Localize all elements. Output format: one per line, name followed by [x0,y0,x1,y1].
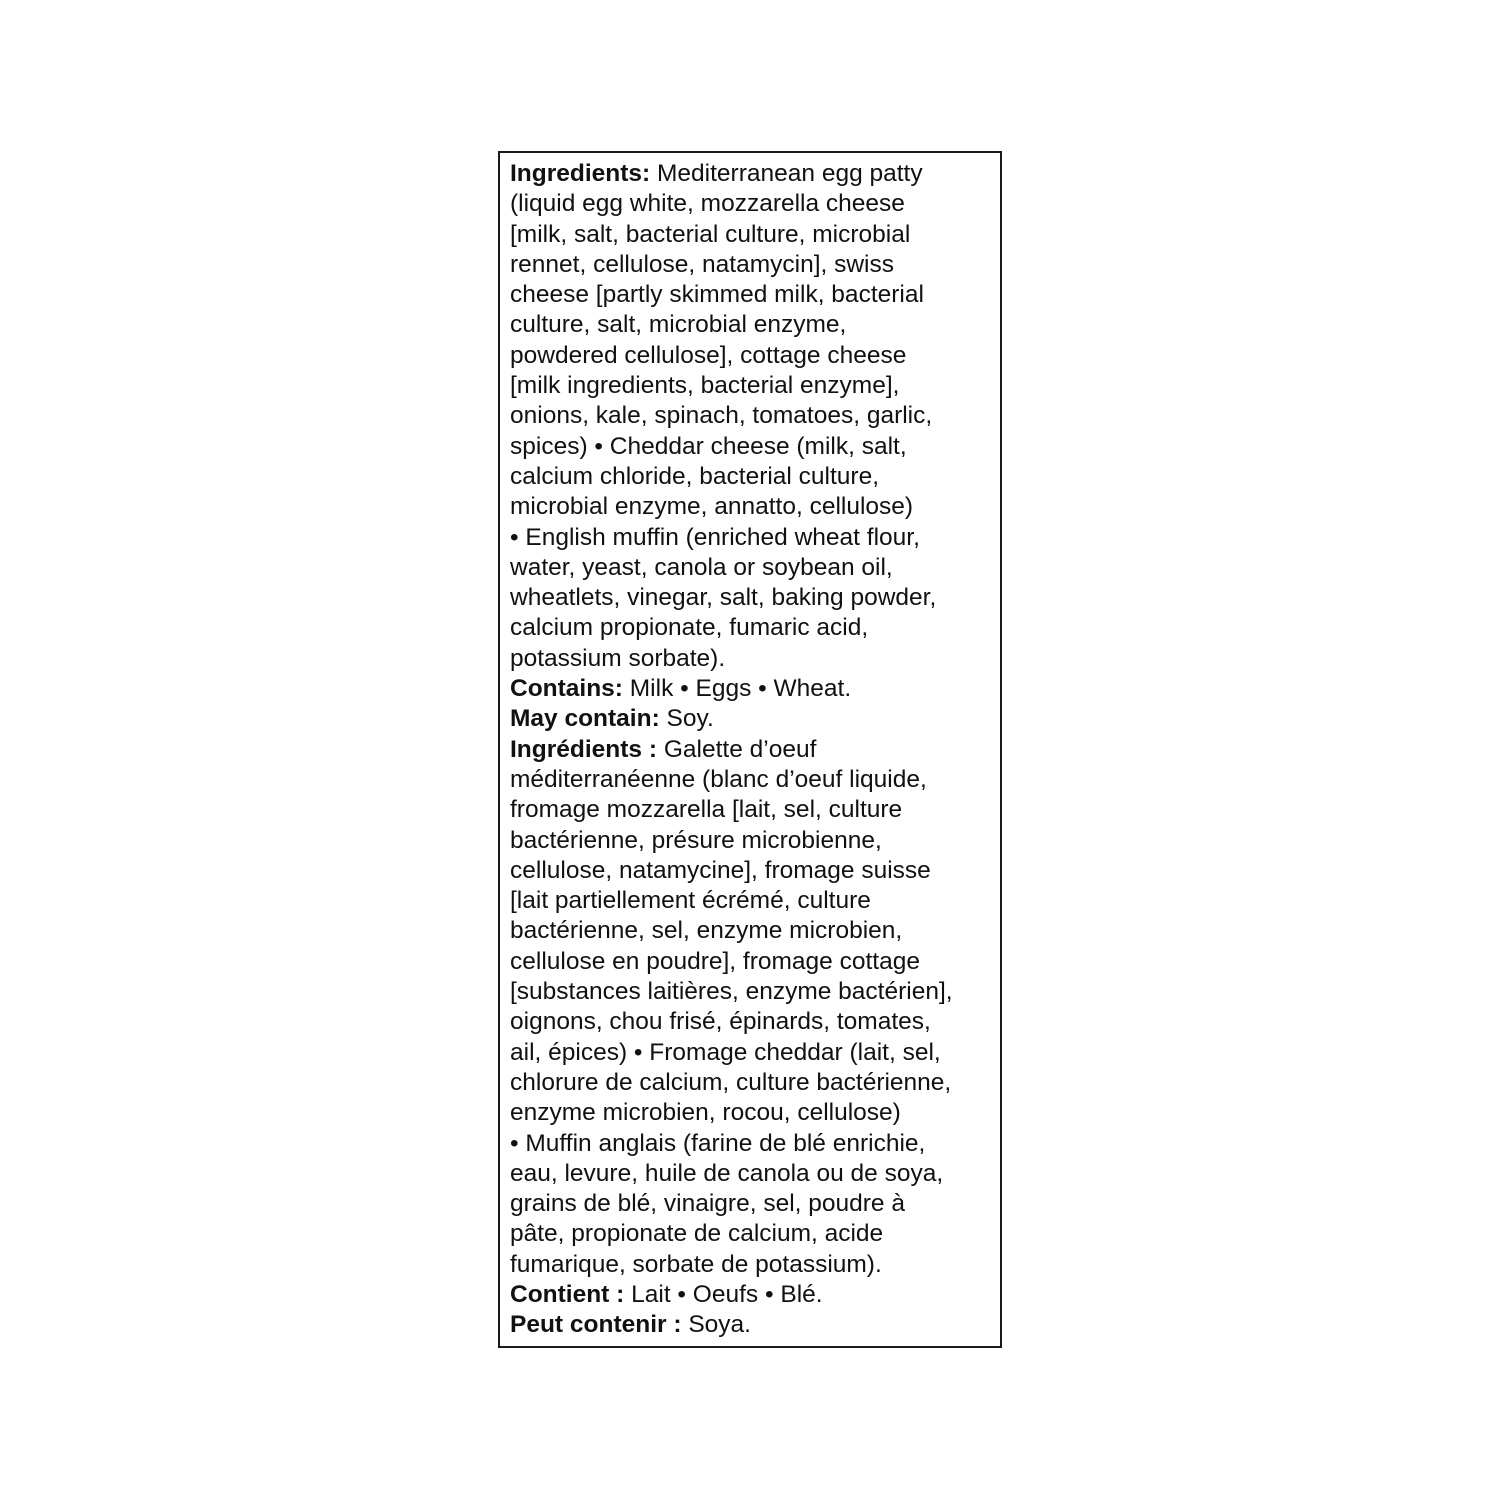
line-text: • English muffin (enriched wheat flour, [510,523,920,551]
ingredient-text-line [510,947,992,977]
line-text: microbial enzyme, annatto, cellulose) [510,493,914,521]
ingredient-text-line [510,432,992,462]
line-text: méditerranéenne (blanc d’oeuf liquide, [510,765,927,793]
may-contain-fr-heading: Peut contenir : [510,1311,682,1339]
ingredient-text-line [510,886,992,916]
ingredient-text-line [510,704,992,734]
line-text: onions, kale, spinach, tomatoes, garlic, [510,402,933,430]
line-text: [milk ingredients, bacterial enzyme], [510,372,900,400]
ingredients-en-heading: Ingredients: [510,160,651,187]
line-text: bactérienne, sel, enzyme microbien, [510,917,903,945]
ingredient-text-line [510,401,992,431]
ingredient-text-line [510,280,992,310]
ingredient-text-line [510,462,992,492]
ingredient-text-line [510,1038,992,1068]
line-text: chlorure de calcium, culture bactérienne, [510,1068,952,1096]
ingredient-text-line [510,856,992,886]
ingredient-text-line [510,1219,992,1249]
ingredient-text-line [510,189,992,219]
line-text: pâte, propionate de calcium, acide [510,1220,884,1248]
ingredients-label-panel [498,151,1002,1348]
line-text: grains de blé, vinaigre, sel, poudre à [510,1190,905,1218]
ingredient-text-line [510,492,992,522]
line-text: wheatlets, vinegar, salt, baking powder, [510,584,937,612]
line-text: powdered cellulose], cottage cheese [510,341,907,369]
contains-fr-heading: Contient : [510,1280,625,1308]
line-text: Milk • Eggs • Wheat. [622,675,852,703]
ingredient-text-line [510,159,992,189]
ingredient-text-line [510,1068,992,1098]
line-text: rennet, cellulose, natamycin], swiss [510,250,894,278]
line-text: eau, levure, huile de canola ou de soya, [510,1159,944,1187]
ingredient-text-line [510,250,992,280]
line-text: spices) • Cheddar cheese (milk, salt, [510,432,907,460]
line-text: Lait • Oeufs • Blé. [624,1280,823,1308]
line-text: [milk, salt, bacterial culture, microbial [510,220,911,248]
ingredient-text-line [510,341,992,371]
ingredient-text-line [510,1159,992,1189]
ingredient-text-line [510,735,992,765]
ingredient-text-line [510,1310,992,1340]
ingredient-text-line [510,613,992,643]
ingredient-text-line [510,1280,992,1310]
ingredients-fr-heading: Ingrédients : [510,735,658,763]
line-text: Galette d’oeuf [657,735,817,763]
line-text: • Muffin anglais (farine de blé enrichie, [510,1129,926,1157]
ingredient-text-line [510,1189,992,1219]
ingredient-text-line [510,977,992,1007]
line-text: bactérienne, présure microbienne, [510,826,882,854]
line-text: (liquid egg white, mozzarella cheese [510,190,905,218]
ingredient-text-line [510,1098,992,1128]
line-text: calcium propionate, fumaric acid, [510,614,869,642]
ingredient-text-line [510,371,992,401]
ingredient-text-line [510,644,992,674]
line-text: [substances laitières, enzyme bactérien], [510,978,953,1006]
line-text: cheese [partly skimmed milk, bacterial [510,281,924,309]
ingredient-text-line [510,553,992,583]
ingredient-text-line [510,765,992,795]
line-text: Soy. [659,705,714,733]
may-contain-en-heading: May contain: [510,705,660,733]
ingredient-text-line [510,220,992,250]
ingredient-text-line [510,583,992,613]
line-text: water, yeast, canola or soybean oil, [510,553,893,581]
ingredient-text-line [510,1250,992,1280]
ingredient-text-line [510,795,992,825]
line-text: ail, épices) • Fromage cheddar (lait, sel, [510,1038,941,1066]
ingredient-text-line [510,1129,992,1159]
ingredient-text-line [510,523,992,553]
ingredient-text-line [510,916,992,946]
line-text: calcium chloride, bacterial culture, [510,462,880,490]
line-text: Mediterranean egg patty [650,160,923,187]
ingredient-text-line [510,1007,992,1037]
line-text: Soya. [681,1311,751,1339]
line-text: oignons, chou frisé, épinards, tomates, [510,1008,931,1036]
line-text: cellulose, natamycine], fromage suisse [510,856,931,884]
ingredient-text-line [510,826,992,856]
line-text: fromage mozzarella [lait, sel, culture [510,796,903,824]
line-text: fumarique, sorbate de potassium). [510,1250,882,1278]
ingredient-text-line [510,674,992,704]
ingredient-text-line [510,310,992,340]
line-text: enzyme microbien, rocou, cellulose) [510,1099,901,1127]
line-text: cellulose en poudre], fromage cottage [510,947,920,975]
contains-en-heading: Contains: [510,675,623,703]
line-text: culture, salt, microbial enzyme, [510,311,847,339]
line-text: [lait partiellement écrémé, culture [510,887,871,915]
line-text: potassium sorbate). [510,644,726,672]
